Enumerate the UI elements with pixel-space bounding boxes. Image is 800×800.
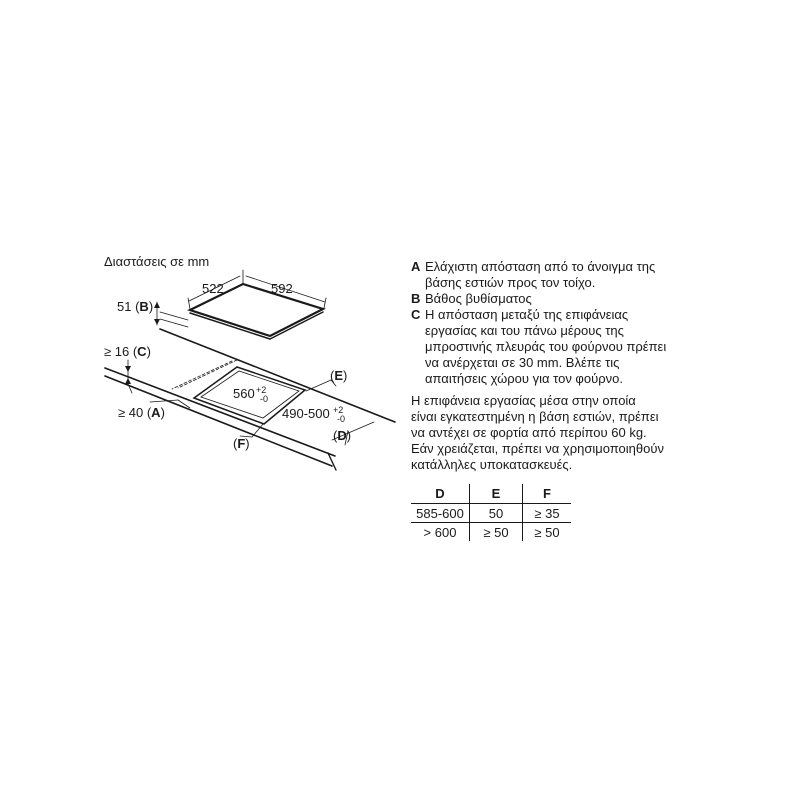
legend-key: A (411, 259, 421, 274)
projection-line (172, 361, 232, 389)
legend-item-b (411, 291, 681, 307)
depth-b-line (160, 319, 188, 327)
legend-key: C (411, 307, 421, 322)
extension-line (324, 298, 326, 308)
table-cell: 585-600 (411, 504, 470, 523)
label-min-c: ≥ 16 (C) (104, 344, 151, 359)
depth-b-line (160, 312, 188, 320)
table-header-d: D (411, 484, 470, 504)
label-depth-b: 51 (B) (117, 299, 154, 314)
dimensions-heading: Διαστάσεις σε mm (104, 254, 210, 269)
legend-item-c (411, 307, 681, 387)
dimension-line-a (150, 400, 178, 402)
label-cutout-depth-tol-minus: -0 (337, 414, 346, 424)
label-e: (E) (330, 368, 348, 383)
label-592: 592 (271, 281, 293, 296)
arrow-head (125, 378, 131, 384)
note-line: να αντέχει σε φορτία από περίπου 60 kg. (411, 425, 647, 440)
table-cell: ≥ 35 (523, 504, 572, 523)
label-f: (F) (233, 436, 250, 451)
legend-item-a (411, 259, 681, 291)
arrow-head (125, 366, 131, 372)
legend (411, 259, 681, 387)
table-cell: ≥ 50 (470, 523, 523, 542)
table-row (411, 523, 571, 542)
label-522: 522 (202, 281, 224, 296)
worktop-front-edge-bottom (105, 376, 332, 466)
table-row (411, 504, 571, 523)
legend-text: Βάθος βυθίσματος (425, 291, 532, 306)
legend-key: B (411, 291, 421, 306)
table-cell: > 600 (423, 524, 457, 540)
arrow-head (154, 302, 160, 308)
legend-text: Η απόσταση μεταξύ της επιφάνειας εργασίας και του πάνω μέρους της μπροστινής πλευράς του φούρνου πρέπει να ανέρχεται σε 30 mm. Βλέπε τις απαιτήσεις χώρου για τον φούρνο. (425, 307, 667, 386)
label-cutout-width-tol-minus: -0 (260, 394, 269, 404)
hob-edge-line (190, 313, 270, 339)
legend-text: Ελάχιστη απόσταση από το άνοιγμα της βάσης εστιών προς τον τοίχο. (425, 259, 656, 290)
note-line: Η επιφάνεια εργασίας μέσα στην οποία (411, 393, 636, 408)
label-d: (D) (333, 428, 352, 443)
arrow-head (154, 319, 160, 325)
label-cutout-depth-tol-plus: +2 (333, 405, 344, 415)
label-min-a: ≥ 40 (A) (118, 405, 165, 420)
worktop-back-edge (160, 329, 395, 422)
dimension-line-e (306, 380, 331, 391)
table-cell: 50 (470, 504, 523, 523)
note-line: κατάλληλες υποκατασκευές. (411, 457, 573, 472)
extension-line (188, 298, 190, 309)
worktop-load-note (411, 393, 693, 473)
table-header-f: F (523, 484, 572, 504)
hob-edge-line (270, 312, 323, 339)
label-cutout-width: 560 (233, 386, 255, 401)
label-cutout-width-tol-plus: +2 (256, 385, 267, 395)
clearance-table (411, 484, 571, 541)
label-cutout-depth: 490-500 (282, 406, 330, 421)
table-cell: ≥ 50 (523, 523, 572, 542)
table-header-e: E (470, 484, 523, 504)
table-header-row (411, 484, 571, 504)
note-line: Εάν χρειάζεται, πρέπει να χρησιμοποιηθούν (411, 441, 664, 456)
note-line: είναι εγκατεστημένη η βάση εστιών, πρέπει (411, 409, 659, 424)
